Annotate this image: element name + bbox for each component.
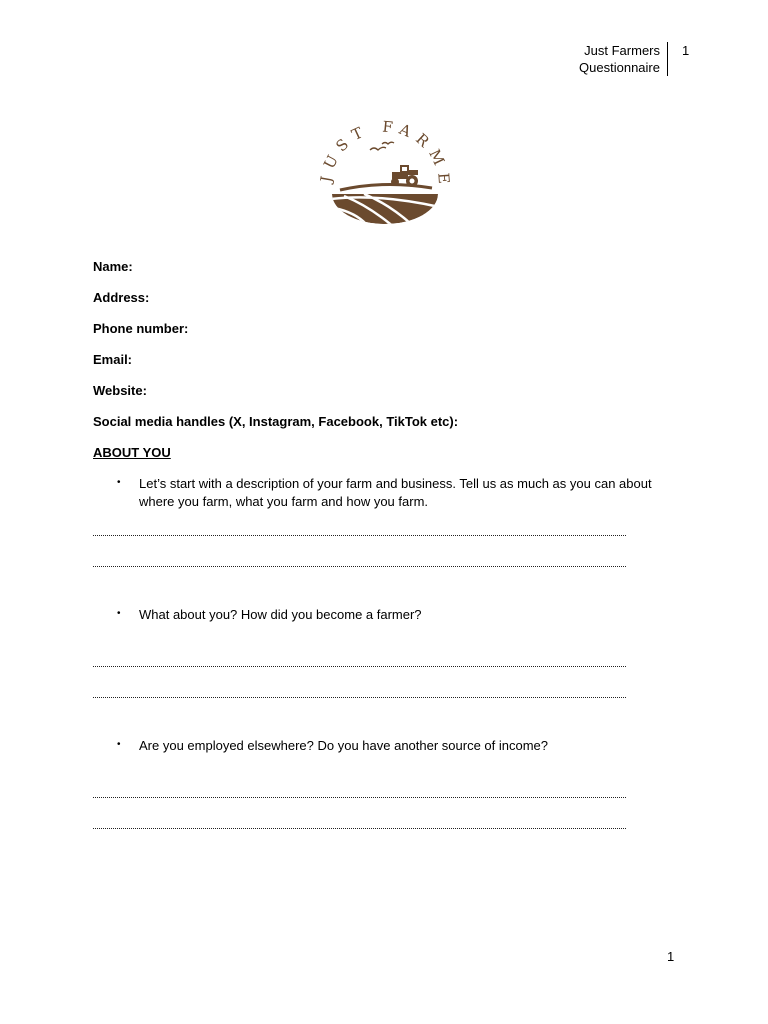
social-media-field-label: Social media handles (X, Instagram, Facebook, TikTok etc): [93,414,459,429]
logo-text: JUST FARME [316,117,454,192]
bullet-icon: • [117,608,121,619]
question-become-farmer: What about you? How did you become a farmer? [139,607,422,622]
answer-line[interactable] [93,666,626,667]
answer-line[interactable] [93,535,626,536]
question-other-income: Are you employed elsewhere? Do you have another source of income? [139,738,549,753]
field-icon [324,194,444,236]
section-title-about-you: ABOUT YOU [93,445,171,460]
question-farm-description: Let’s start with a description of your farm and business. Tell us as much as you can about where you farm, what you farm and how you farm. [139,476,652,509]
header-title-line1: Just Farmers [584,43,660,58]
phone-field-label: Phone number: [93,321,189,336]
header-page-number: 1 [682,43,690,58]
address-field-label: Address: [93,290,150,305]
answer-line[interactable] [93,797,626,798]
bird-icon [370,142,394,150]
email-field-label: Email: [93,352,133,367]
answer-line[interactable] [93,828,626,829]
answer-line[interactable] [93,566,626,567]
just-farmers-logo [304,96,466,244]
header-title [579,42,668,76]
answer-line[interactable] [93,697,626,698]
bullet-icon: • [117,739,121,750]
bullet-icon: • [117,477,121,488]
website-field-label: Website: [93,383,147,398]
name-field-label: Name: [93,259,133,274]
footer-page-number: 1 [667,949,675,964]
header-title-line2: Questionnaire [579,60,660,75]
